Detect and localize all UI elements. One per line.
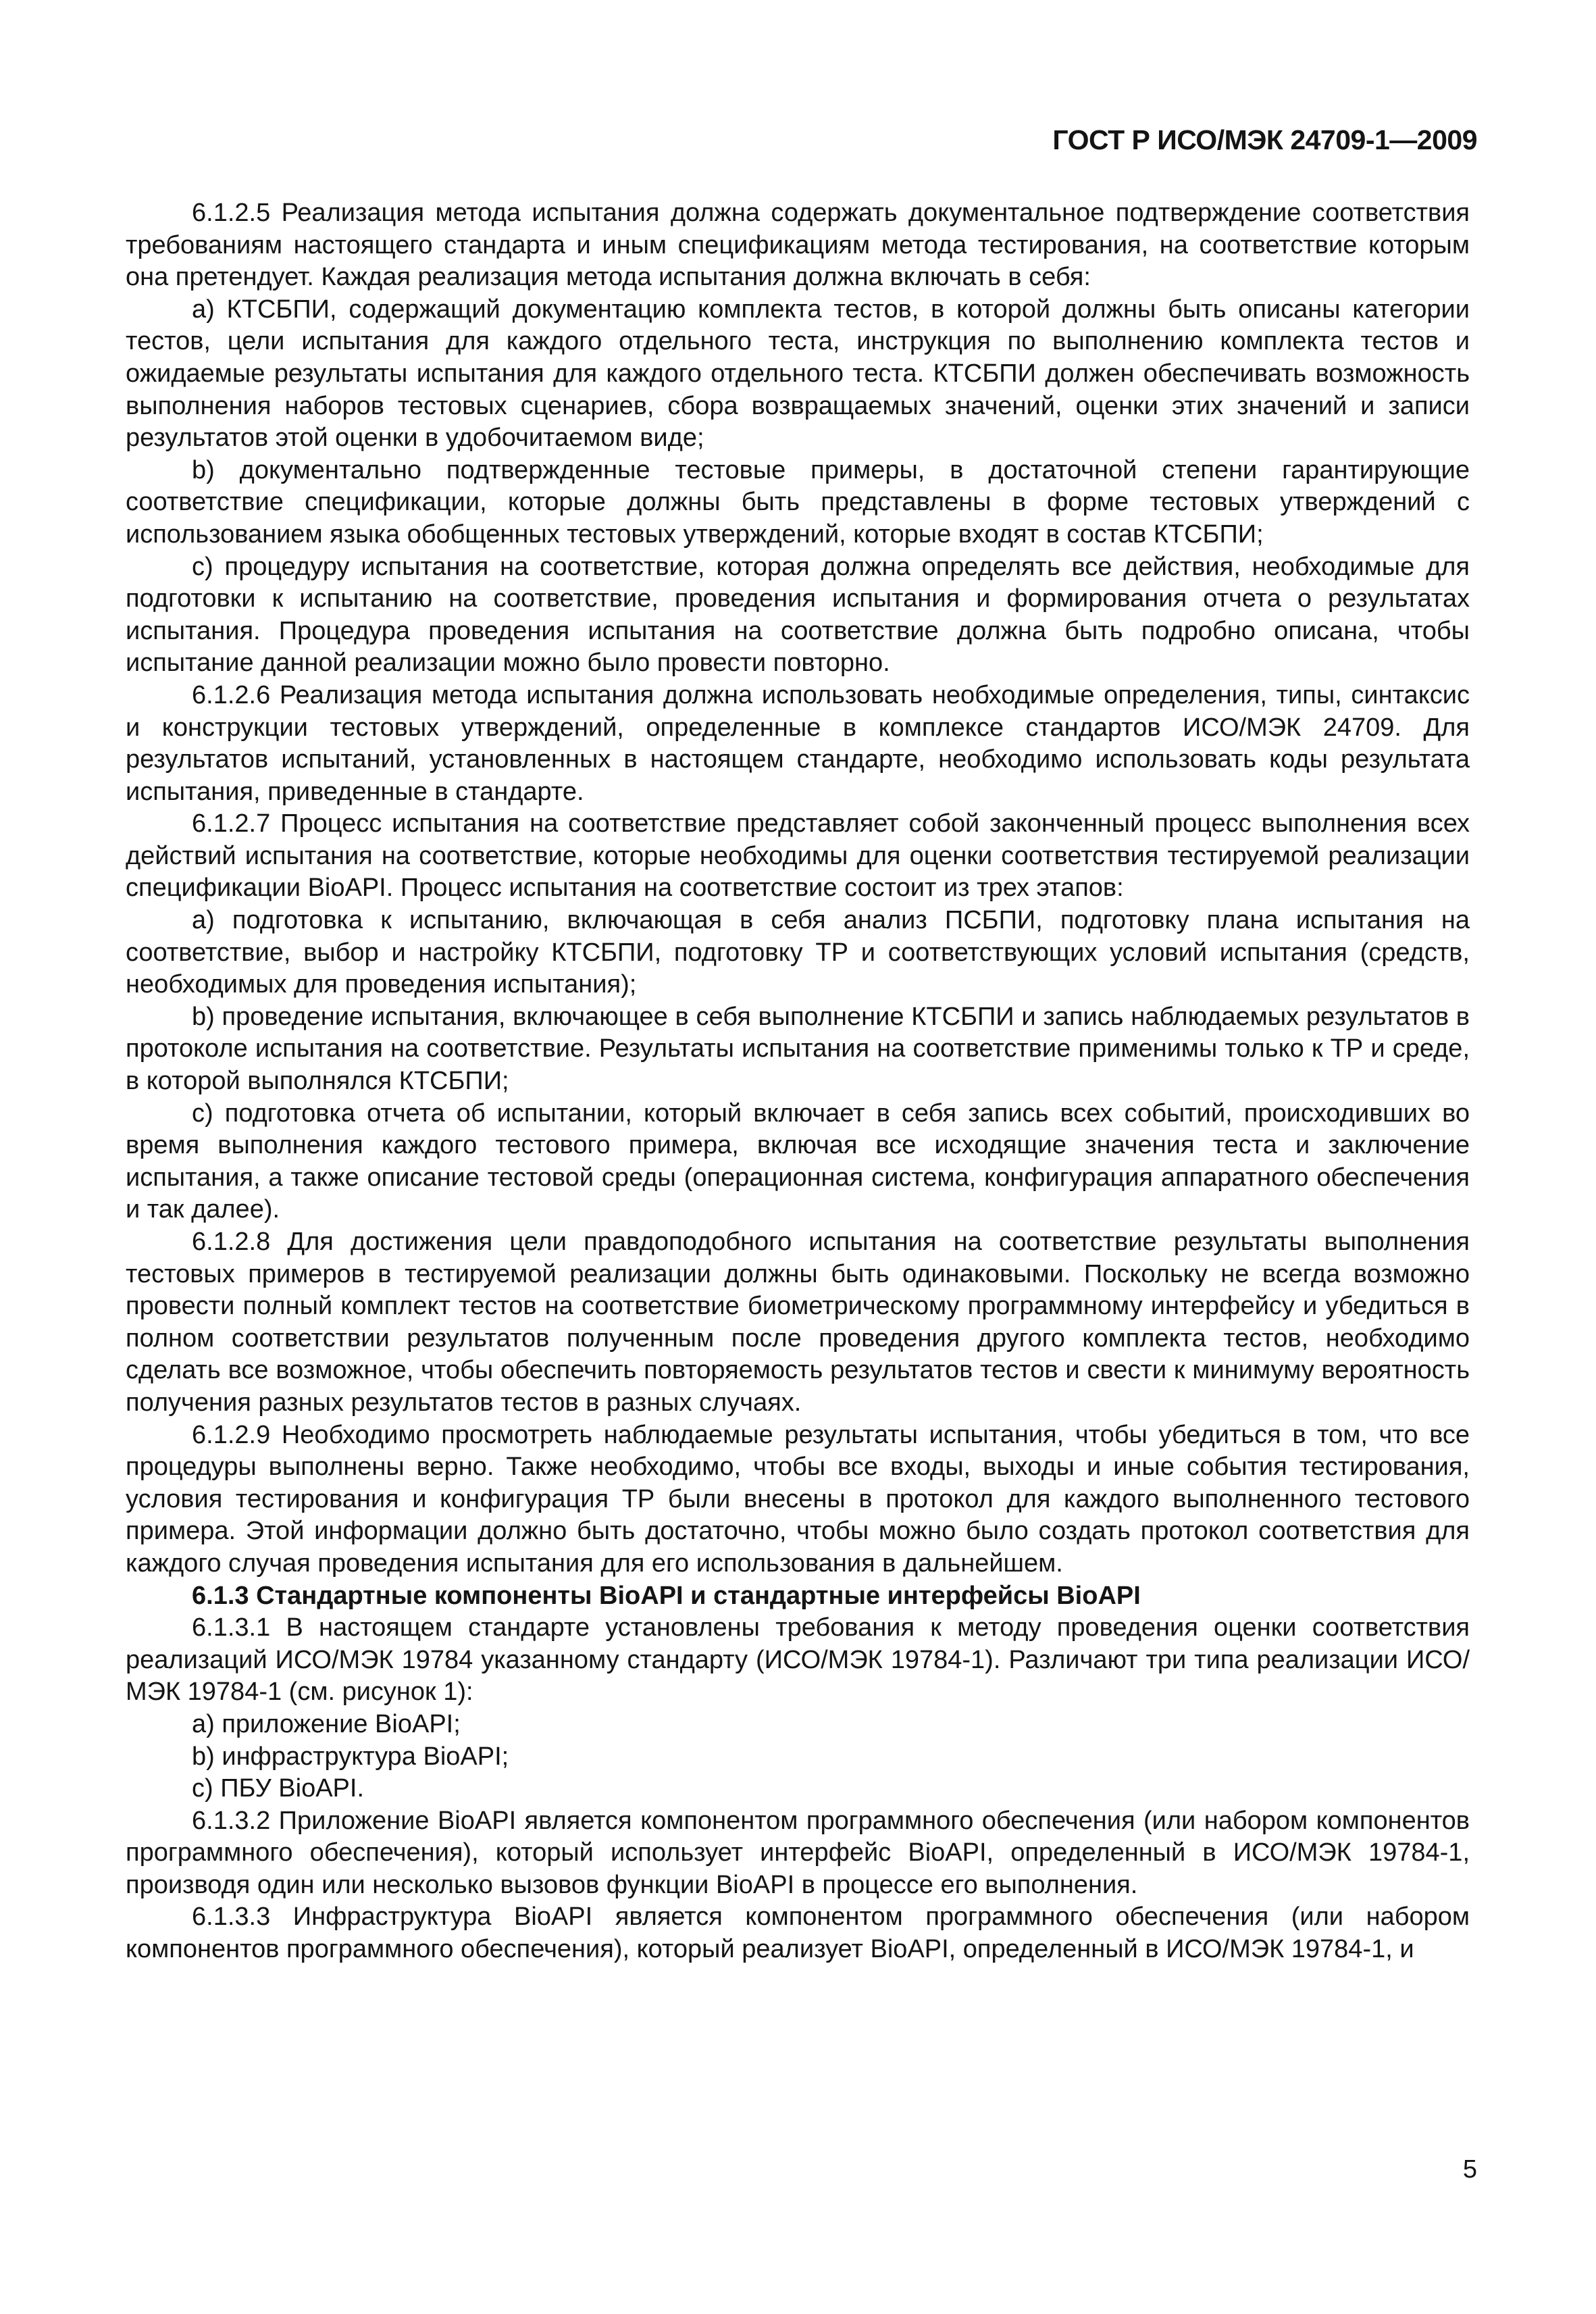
paragraph-6-1-2-5: 6.1.2.5 Реализация метода испытания должна содержать документальное подтверждение соответствия требованиям настоящего стандарта и иным спецификациям метода тестирования, на соответствие которым она претендует. Каждая реализация метода испытания должна включать в себя: bbox=[126, 199, 1470, 292]
list-item-a: а) КТСБПИ, содержащий документацию комплекта тестов, в которой должны быть описаны категории тестов, цели испытания для каждого отдельного теста, инструкция по выполнению комплекта тестов и ожидаемые результаты испытания для каждого отдельного теста. КТСБПИ должен обеспечивать возможность выполнения наборов тестовых сценариев, сбора возвращаемых значений, оценки этих значений и записи результатов этой оценки в удобочитаемом виде; bbox=[126, 295, 1470, 453]
list-item-c: c) ПБУ BioAPI. bbox=[192, 1774, 365, 1803]
paragraph-6-1-2-6: 6.1.2.6 Реализация метода испытания должна использовать необходимые определения, типы, синтаксис и конструкции тестовых утверждений, определенные в комплексе стандартов ИСО/МЭК 24709. Для результатов испытаний, установленных в настоящем стандарте, необходимо использовать коды результата испытания, приведенные в стандарте. bbox=[126, 680, 1470, 806]
paragraph-6-1-3-3: 6.1.3.3 Инфраструктура BioAPI является компонентом программного обеспечения (или набором компонентов программного обеспечения), который реализует BioAPI, определенный в ИСО/МЭК 19784-1, и bbox=[126, 1903, 1470, 1964]
paragraph-6-1-3-2: 6.1.3.2 Приложение BioAPI является компонентом программного обеспечения (или набором компонентов программного обеспечения), который использует интерфейс BioAPI, определенный в ИСО/МЭК 19784-1, производя один или несколько вызовов функции BioAPI в процессе его выполнения. bbox=[126, 1806, 1470, 1899]
list-item-b: b) инфраструктура BioAPI; bbox=[192, 1742, 509, 1771]
list-item-b: b) документально подтвержденные тестовые примеры, в достаточной степени гарантирующие соответствие спецификации, которые должны быть представлены в форме тестовых утверждений с использованием языка обобщенных тестовых утверждений, которые входят в состав КТСБПИ; bbox=[126, 455, 1470, 549]
list-item-a: а) приложение BioAPI; bbox=[192, 1709, 461, 1738]
paragraph-6-1-2-7: 6.1.2.7 Процесс испытания на соответствие представляет собой законченный процесс выполнения всех действий испытания на соответствие, которые необходимы для оценки соответствия тестируемой реализации спецификации BioAPI. Процесс испытания на соответствие состоит из трех этапов: bbox=[126, 809, 1470, 903]
paragraph-6-1-3-1: 6.1.3.1 В настоящем стандарте установлены требования к методу проведения оценки соответствия реализаций ИСО/МЭК 19784 указанному стандарту (ИСО/МЭК 19784-1). Различают три типа реализации ИСО/МЭК 19784-1 (см. рисунок 1): bbox=[126, 1613, 1470, 1707]
list-item-a: а) подготовка к испытанию, включающая в себя анализ ПСБПИ, подготовку плана испытания на соответствие, выбор и настройку КТСБПИ, подготовку ТР и соответствующих условий испытания (средств, необходимых для проведения испытания); bbox=[126, 906, 1470, 999]
section-heading-6-1-3: 6.1.3 Стандартные компоненты BioAPI и стандартные интерфейсы BioAPI bbox=[192, 1581, 1141, 1610]
list-item-c: c) процедуру испытания на соответствие, которая должна определять все действия, необходимые для подготовки к испытанию на соответствие, проведения испытания и формирования отчета о результатах испытания. Процедура проведения испытания на соответствие должна быть подробно описана, чтобы испытание данной реализации можно было провести повторно. bbox=[126, 552, 1470, 678]
document-code-header: ГОСТ Р ИСО/МЭК 24709-1—2009 bbox=[1052, 124, 1477, 155]
list-item-b: b) проведение испытания, включающее в себя выполнение КТСБПИ и запись наблюдаемых результатов в протоколе испытания на соответствие. Результаты испытания на соответствие применимы только к ТР и среде, в которой выполнялся КТСБПИ; bbox=[126, 1002, 1470, 1096]
paragraph-6-1-2-9: 6.1.2.9 Необходимо просмотреть наблюдаемые результаты испытания, чтобы убедиться в том, что все процедуры выполнены верно. Также необходимо, чтобы все входы, выходы и иные события тестирования, условия тестирования и конфигурация ТР были внесены в протокол для каждого выполненного тестового примера. Этой информации должно быть достаточно, чтобы можно было создать протокол соответствия для каждого случая проведения испытания для его использования в дальнейшем. bbox=[126, 1420, 1470, 1578]
list-item-c: c) подготовка отчета об испытании, который включает в себя запись всех событий, происходивших во время выполнения каждого тестового примера, включая все исходящие значения теста и заключение испытания, а также описание тестовой среды (операционная система, конфигурация аппаратного обеспечения и так далее). bbox=[126, 1099, 1470, 1224]
page-number: 5 bbox=[1462, 2155, 1477, 2184]
document-body bbox=[126, 197, 1470, 1966]
paragraph-6-1-2-8: 6.1.2.8 Для достижения цели правдоподобного испытания на соответствие результаты выполнения тестовых примеров в тестируемой реализации должны быть одинаковыми. Поскольку не всегда возможно провести полный комплект тестов на соответствие биометрическому программному интерфейсу и убедиться в полном соответствии результатов полученным после проведения другого комплекта тестов, необходимо сделать все возможное, чтобы обеспечить повторяемость результатов тестов и свести к минимуму вероятность получения разных результатов тестов в разных случаях. bbox=[126, 1228, 1470, 1417]
